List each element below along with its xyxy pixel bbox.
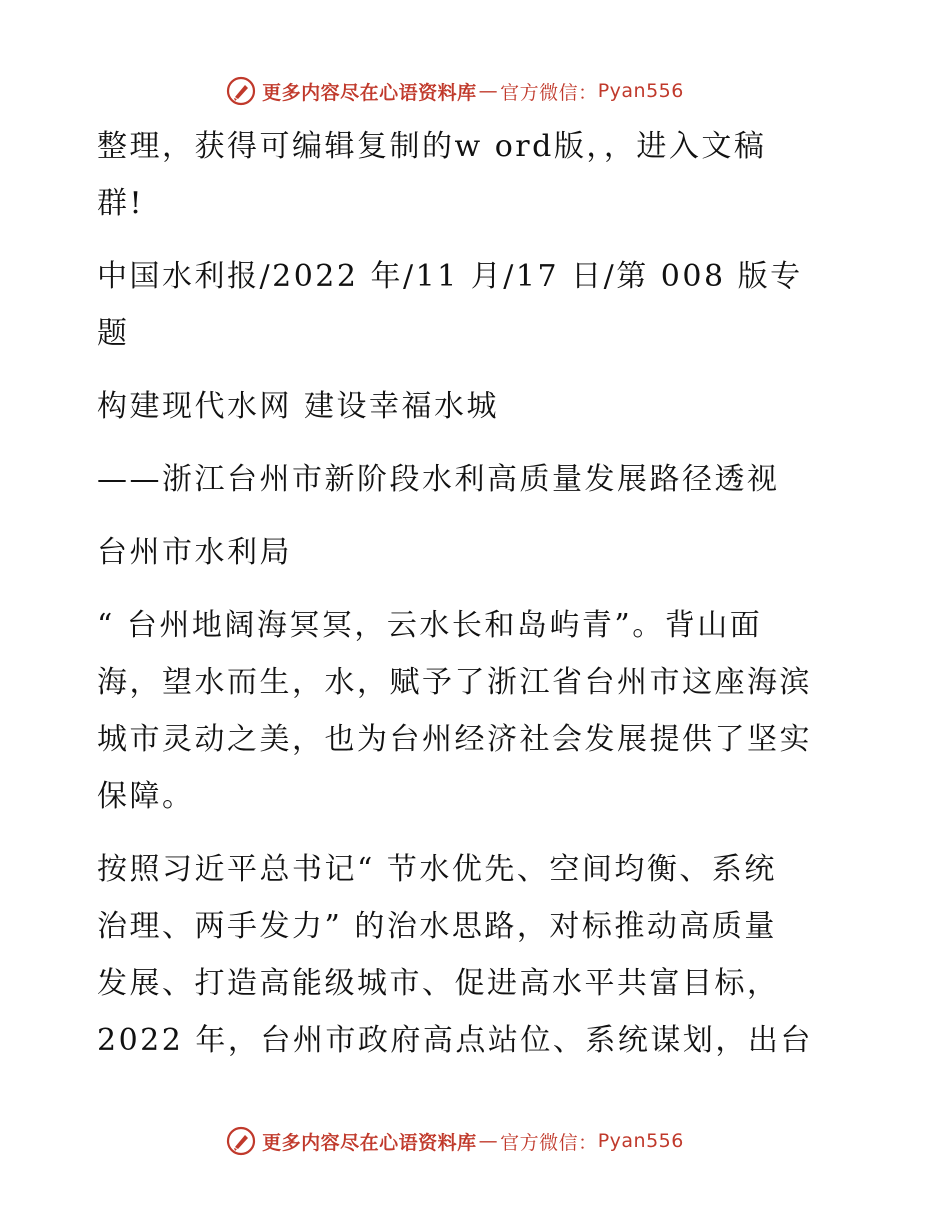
text-line: 保障。 xyxy=(97,779,195,814)
footer-watermark xyxy=(0,1121,950,1161)
text-line: 城市灵动之美，也为台州经济社会发展提供了坚实 xyxy=(97,722,812,757)
text-line: ——浙江台州市新阶段水利高质量发展路径透视 xyxy=(97,462,780,497)
text-line: “ 台州地阔海冥冥，云水长和岛屿青”。背山面 xyxy=(97,608,763,643)
text-line: 构建现代水网 建设幸福水城 xyxy=(97,389,500,424)
paragraph-6 xyxy=(97,597,857,825)
text-line: 台州市水利局 xyxy=(97,535,292,570)
pen-nib-logo-icon xyxy=(226,1126,256,1156)
article-title xyxy=(97,378,857,435)
watermark-id: Pyan556 xyxy=(597,1130,684,1152)
text-line: 发展、打造高能级城市、促进高水平共富目标， xyxy=(97,966,780,1001)
text-line: 群! xyxy=(97,186,145,221)
document-body xyxy=(97,118,857,1069)
paragraph-2 xyxy=(97,248,857,362)
text-line: 海，望水而生，水，赋予了浙江省台州市这座海滨 xyxy=(97,665,812,700)
pen-nib-logo-icon xyxy=(226,76,256,106)
text-line: 题 xyxy=(97,316,130,351)
watermark-label: 官方微信： xyxy=(500,1131,598,1154)
paragraph-7 xyxy=(97,841,857,1069)
text-line: 治理、两手发力” 的治水思路，对标推动高质量 xyxy=(97,909,777,944)
watermark-id: Pyan556 xyxy=(597,80,684,102)
watermark-separator: — xyxy=(478,80,499,102)
article-subtitle xyxy=(97,451,857,508)
text-line: 整理，获得可编辑复制的w ord版，，进入文稿 xyxy=(97,129,767,164)
watermark-site: 更多内容尽在心语资料库 xyxy=(262,1131,477,1154)
watermark-site: 更多内容尽在心语资料库 xyxy=(262,81,477,104)
watermark-separator: — xyxy=(478,1130,499,1152)
text-line: 中国水利报/2022 年/11 月/17 日/第 008 版专 xyxy=(97,259,803,294)
header-watermark xyxy=(0,71,950,111)
text-line: 2022 年，台州市政府高点站位、系统谋划，出台 xyxy=(97,1023,813,1058)
article-author xyxy=(97,524,857,581)
paragraph-1 xyxy=(97,118,857,232)
text-line: 按照习近平总书记“ 节水优先、空间均衡、系统 xyxy=(97,852,777,887)
watermark-label: 官方微信： xyxy=(500,81,598,104)
